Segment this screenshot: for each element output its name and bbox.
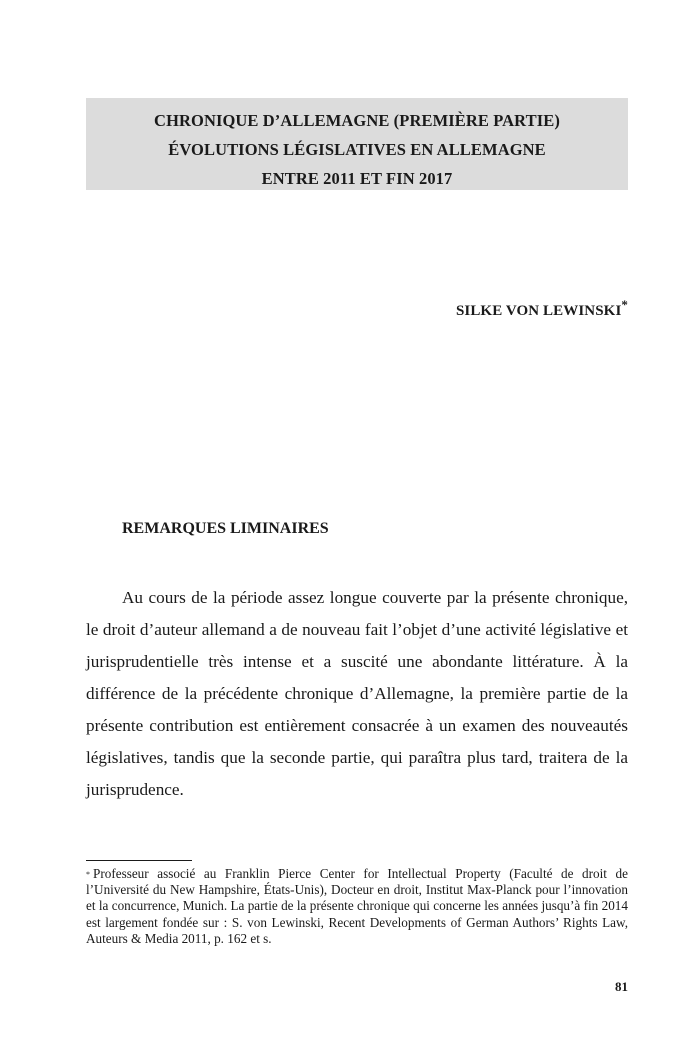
title-line-3: ENTRE 2011 ET FIN 2017: [261, 169, 453, 188]
footnote: [86, 866, 628, 947]
title-line-2: ÉVOLUTIONS LÉGISLATIVES EN ALLEMAGNE: [168, 140, 546, 159]
author-footnote-marker: *: [621, 297, 628, 312]
footnote-marker: *: [86, 870, 90, 879]
page-number: 81: [615, 979, 628, 994]
body-paragraph: Au cours de la période assez longue couverte par la présente chronique, le droit d’auteur allemand a de nouveau fait l’objet d’une activité législative et jurisprudentielle très intense et a suscité une abondante littérature. À la différence de la précédente chronique d’Allemagne, la première partie de la présente contribution est entièrement consacrée à un examen des nouveautés législatives, tandis que la seconde partie, qui paraîtra plus tard, traitera de la jurisprudence.: [86, 588, 628, 799]
author-name: SILKE VON LEWINSKI: [455, 303, 622, 319]
footnote-text: Professeur associé au Franklin Pierce Center for Intellectual Property (Faculté de droit de l’Université du New Hampshire, États-Unis), Docteur en droit, Institut Max-Planck pour l’innovation et la concurrence, Munich. La partie de la présente chronique qui concerne les années jusqu’à fin 2014 est largement fondée sur : S. von Lewinski, Recent Developments of German Authors’ Rights Law, Auteurs & Media 2011, p. 162 et s.: [86, 866, 628, 946]
title-line-1: CHRONIQUE D’ALLEMAGNE (PREMIÈRE PARTIE): [154, 111, 560, 130]
author-byline: [456, 297, 628, 320]
footnote-divider: [86, 860, 192, 861]
section-heading: REMARQUES LIMINAIRES: [122, 520, 329, 537]
article-title-box: [86, 98, 628, 190]
